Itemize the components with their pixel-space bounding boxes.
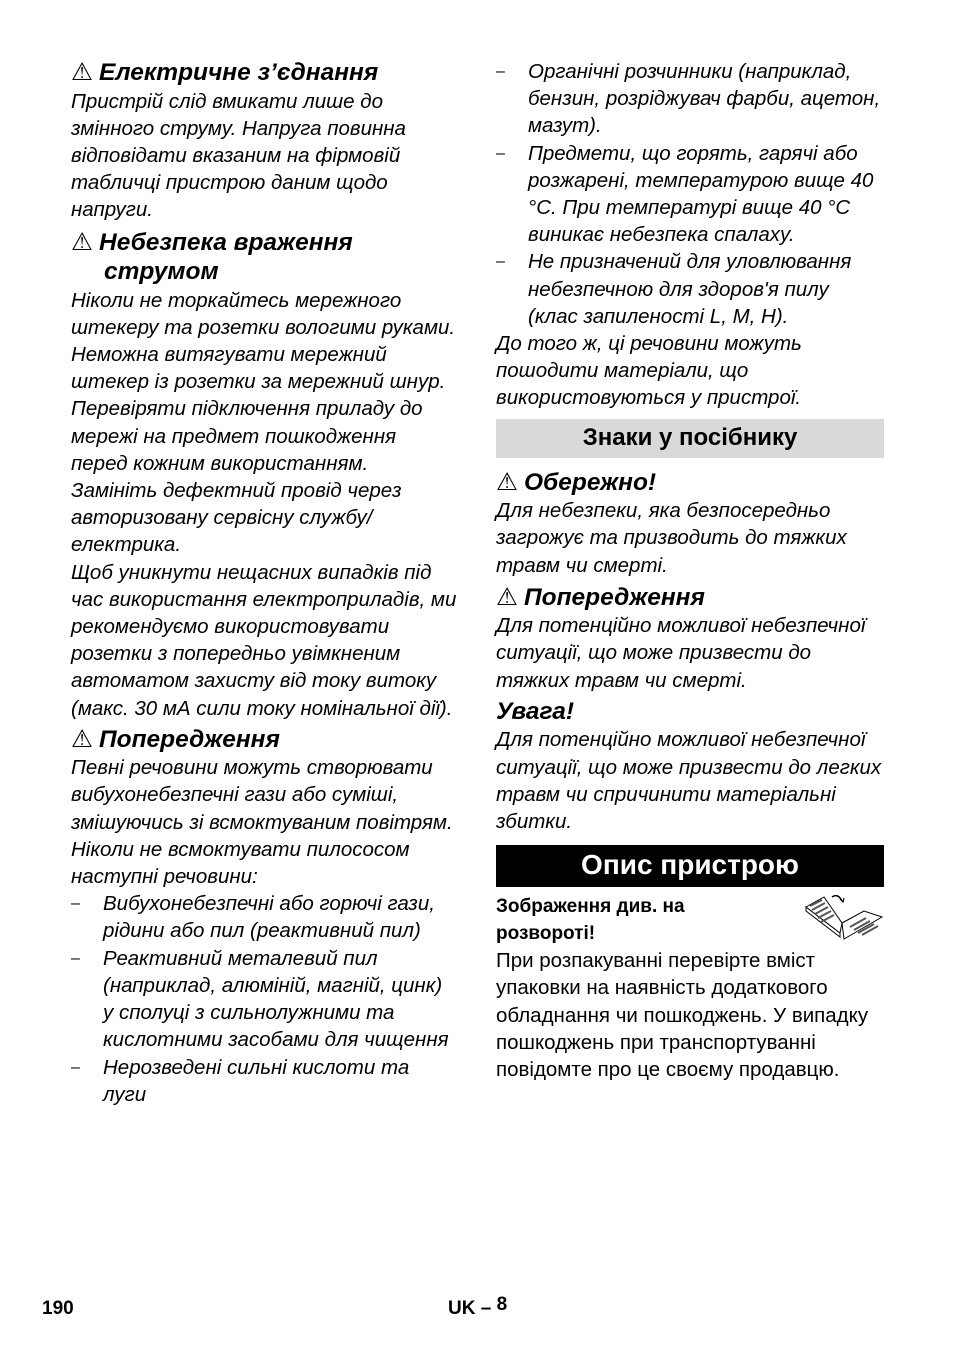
open-book-icon	[802, 893, 884, 941]
warning-icon: ⚠	[71, 725, 93, 753]
paragraph: Для потенційно можливої небезпечної ситуації, що може призвести до легких травм чи спричинити матеріальні збитки.	[496, 728, 882, 833]
bold-note: Зображення див. на розвороті!	[496, 896, 685, 945]
right-column	[496, 58, 884, 1083]
paragraph: Замініть дефектний провід через авторизовану сервісну службу/ електрика.	[71, 478, 402, 557]
paragraph: Ніколи не всмоктувати пилососом наступні речовини:	[71, 837, 410, 889]
warning-icon: ⚠	[496, 583, 518, 611]
list-item: – Реактивний металевий пил (наприклад, алюміній, магній, цинк) у сполуці з сильнолужними та кислотними засобами для чищення	[71, 945, 457, 1054]
warning-icon: ⚠	[71, 59, 93, 86]
paragraph: Певні речовини можуть створювати вибухонебезпечні гази або суміші, змішуючись зі всмоктуваним повітрям.	[71, 756, 453, 834]
paragraph: Пристрій слід вмикати лише до змінного струму. Напруга повинна відповідати вказаним на фірмовій табличці пристрою даним щодо напруги.	[71, 89, 406, 222]
paragraph: Для потенційно можливої небезпечної ситуації, що може призвести до тяжких травм чи смерті.	[496, 614, 866, 692]
left-column	[71, 58, 457, 1108]
paragraph: Ніколи не торкайтесь мережного штекеру та розетки вологими руками.	[71, 288, 456, 339]
list-item: – Вибухонебезпечні або горючі гази, рідини або пил (реактивний пил)	[71, 890, 457, 944]
heading-shock: ⚠ Небезпека враження струмом	[71, 228, 353, 286]
list-item: – Нерозведені сильні кислоти та луги	[71, 1054, 457, 1108]
section-heading-symbols: Знаки у посібнику	[496, 419, 884, 458]
page-number: 190	[42, 1298, 74, 1319]
paragraph: Щоб уникнути нещасних випадків під час використання електроприладів, ми рекомендуємо використовувати розетки з попередньо увімкненим автоматом захисту від току витоку (макс. 30 мА сили току номінальної дії).	[71, 560, 457, 720]
list-item: – Предмети, що горять, гарячі або розжарені, температурою вище 40 °С. При температурі вище 40 °С виникає небезпека спалаху.	[496, 140, 884, 249]
heading-danger: ⚠ Обережно!	[496, 468, 657, 496]
paragraph: Для небезпеки, яка безпосередньо загрожує та призводить до тяжких травм чи смерті.	[496, 499, 847, 577]
warning-icon: ⚠	[71, 228, 93, 256]
paragraph: При розпакуванні перевірте вміст упаковки на наявність додаткового обладнання чи пошкоджень. У випадку пошкоджень при транспортуванні повідомте про це своєму продавцю.	[496, 949, 869, 1081]
warning-icon: ⚠	[496, 468, 518, 496]
paragraph: Неможна витягувати мережний штекер із розетки за мережний шнур.	[71, 342, 446, 394]
heading-warning: ⚠ Попередження	[71, 725, 280, 753]
section-heading-device: Опис пристрою	[496, 845, 884, 887]
language-page-label: UK – 8	[448, 1294, 508, 1319]
list-item: – Не призначений для уловлювання небезпечною для здоров'я пилу (клас запиленості L, M, H).	[496, 248, 884, 330]
heading-caution: Увага!	[496, 697, 575, 725]
heading-electrical: ⚠ Електричне з’єднання	[71, 59, 379, 86]
heading-warning: ⚠ Попередження	[496, 583, 705, 611]
figure-note	[496, 893, 884, 947]
paragraph: Перевіряти підключення приладу до мережі на предмет пошкодження перед кожним використанням.	[71, 397, 423, 475]
list-item: – Органічні розчинники (наприклад, бензин, розріджувач фарби, ацетон, мазут).	[496, 58, 884, 140]
paragraph: До того ж, ці речовини можуть пошодити матеріали, що використовуються у пристрої.	[496, 332, 802, 410]
